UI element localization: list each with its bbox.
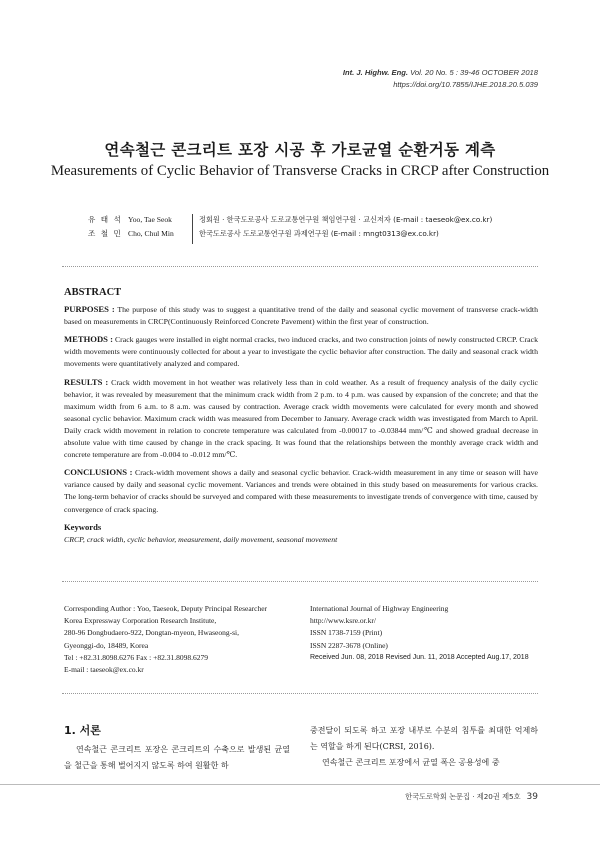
abstract-heading: ABSTRACT bbox=[64, 287, 122, 298]
corr-line: 280-96 Dongbudaero-922, Dongtan-myeon, Hwaseong-si, bbox=[64, 628, 239, 638]
methods-text: Crack gauges were installed in eight normal cracks, two induced cracks, and two construction joints of newly constructed CRCP. Crack width movements were continuously collected for about a year to investigate the cyclic behavior after construction. The daily and seasonal crack width movements were quantitatively analyzed and compared. bbox=[64, 335, 538, 369]
abstract-conclusions bbox=[64, 466, 538, 515]
page-number: 39 bbox=[526, 792, 538, 802]
title-korean: 연속철근 콘크리트 포장 시공 후 가로균열 순환거동 계측 bbox=[104, 141, 496, 159]
jinfo-line: International Journal of Highway Engineering bbox=[310, 604, 449, 613]
methods-label: METHODS : bbox=[64, 334, 113, 345]
corr-line: Tel : +82.31.8098.6276 Fax : +82.31.8098.6279 bbox=[64, 652, 208, 662]
journal-info-block bbox=[310, 603, 529, 664]
corr-line: Corresponding Author : Yoo, Taeseok, Deputy Principal Researcher bbox=[64, 604, 268, 613]
article-dates: Received Jun. 08, 2018 Revised Jun. 11, 2018 Accepted Aug.17, 2018 bbox=[310, 653, 529, 661]
jinfo-line: ISSN 2287-3678 (Online) bbox=[310, 640, 388, 650]
journal-abbrev: Int. J. Highw. Eng. bbox=[342, 68, 408, 77]
divider bbox=[62, 266, 538, 267]
jinfo-line: ISSN 1738-7159 (Print) bbox=[310, 628, 383, 638]
purposes-text: The purpose of this study was to suggest a quantitative trend of the daily and seasonal cyclic movement of transverse crack-width based on measurements in CRCP(Continuously Reinforced Concrete Pavement) within the first year of construction. bbox=[64, 305, 539, 327]
results-label: RESULTS : bbox=[64, 376, 109, 387]
keywords-heading: Keywords bbox=[64, 521, 102, 532]
author-affiliation: 정회원 · 한국도로공사 도로교통연구원 책임연구원 · 교신저자 (E-mail : taeseok@ex.co.kr) bbox=[199, 215, 493, 224]
author-english-name: Yoo, Tae Seok bbox=[128, 215, 172, 224]
purposes-label: PURPOSES : bbox=[64, 304, 115, 315]
body-paragraph: 중전달이 되도록 하고 포장 내부로 수분의 침투를 최대한 억제하는 역할을 하게 된다(CRSI, 2016). bbox=[310, 726, 538, 751]
corr-email: E-mail : taeseok@ex.co.kr bbox=[64, 665, 144, 675]
divider bbox=[62, 581, 538, 582]
results-text: Crack width movement in hot weather was relatively less than in cold weather. As a result of frequency analysis of the daily cyclic behavior, it was revealed by measurement that the minimum crack width from 2 p.m. to 4 p.m. was caused by expansion of the concrete; and that the maximum width from 6 a.m. to 8 a.m. was caused by contraction. Average crack width movements were calculated for every month and showed seasonal cyclic behavior. Maximum crack width was measured from December to January. Average crack width was investigated from March to April. Daily crack width movement in relation to concrete temperature was calculated from -0.00017 to -0.03844 mm/℃ and showed gradual decrease in absolute value with time caused by change in the crack spacing. It was found that the relationships between the monthly average crack width and concrete temperature are from -0.004 to -0.012 mm/℃. bbox=[64, 377, 538, 460]
section-heading: 1. 서론 bbox=[64, 724, 101, 737]
corr-line: Gyeonggi-do, 18489, Korea bbox=[64, 640, 149, 650]
page-footer bbox=[405, 792, 538, 802]
journal-citation bbox=[343, 67, 538, 79]
divider bbox=[62, 693, 538, 694]
author-row bbox=[88, 213, 492, 227]
conclusions-label: CONCLUSIONS : bbox=[64, 467, 133, 478]
author-list bbox=[88, 213, 492, 241]
keywords-block bbox=[64, 521, 538, 546]
corr-line: Korea Expressway Corporation Research Institute, bbox=[64, 616, 217, 626]
author-korean-name: 조 철 민 bbox=[88, 229, 123, 238]
author-english-name: Cho, Chul Min bbox=[128, 229, 174, 238]
footer-divider bbox=[0, 784, 600, 785]
corresponding-author-block bbox=[64, 603, 267, 676]
abstract-section bbox=[64, 287, 538, 546]
jinfo-url[interactable]: http://www.ksre.or.kr/ bbox=[310, 616, 376, 626]
doi-link[interactable]: https://doi.org/10.7855/IJHE.2018.20.5.039 bbox=[393, 80, 538, 89]
abstract-methods bbox=[64, 333, 538, 370]
body-paragraph: 연속철근 콘크리트 포장에서 균열 폭은 공용성에 중 bbox=[322, 758, 500, 767]
keywords-list: CRCP, crack width, cyclic behavior, measurement, daily movement, seasonal movement bbox=[64, 534, 338, 544]
volume-info: Vol. 20 No. 5 : 39-46 OCTOBER 2018 bbox=[407, 68, 538, 77]
journal-header bbox=[343, 67, 538, 91]
footer-journal: 한국도로학회 논문집 · 제20권 제5호 bbox=[405, 792, 521, 801]
conclusions-text: Crack-width movement shows a daily and seasonal cyclic behavior. Crack-width measurement in any time or season will have variance caused by daily and seasonal cyclic movement. Variances and trends were obtained in this study based on measurements for various cracks. The long-term behavior of cracks should be surveyed and compared with these measurements to investigate trends of convergence with time, caused by convergence of crack spacing. bbox=[64, 468, 538, 514]
abstract-results bbox=[64, 376, 538, 462]
abstract-purposes bbox=[64, 303, 538, 328]
author-row bbox=[88, 227, 492, 241]
author-affiliation: 한국도로공사 도로교통연구원 과제연구원 (E-mail : mngt0313@ex.co.kr) bbox=[199, 229, 439, 238]
title-english: Measurements of Cyclic Behavior of Transverse Cracks in CRCP after Construction bbox=[50, 163, 550, 179]
body-text-right bbox=[310, 723, 538, 771]
author-separator bbox=[192, 214, 193, 244]
author-korean-name: 유 태 석 bbox=[88, 215, 123, 224]
body-text-left: 연속철근 콘크리트 포장은 콘크리트의 수축으로 발생된 균열을 철근을 통해 벌어지지 않도록 하여 원활한 하 bbox=[64, 745, 290, 770]
